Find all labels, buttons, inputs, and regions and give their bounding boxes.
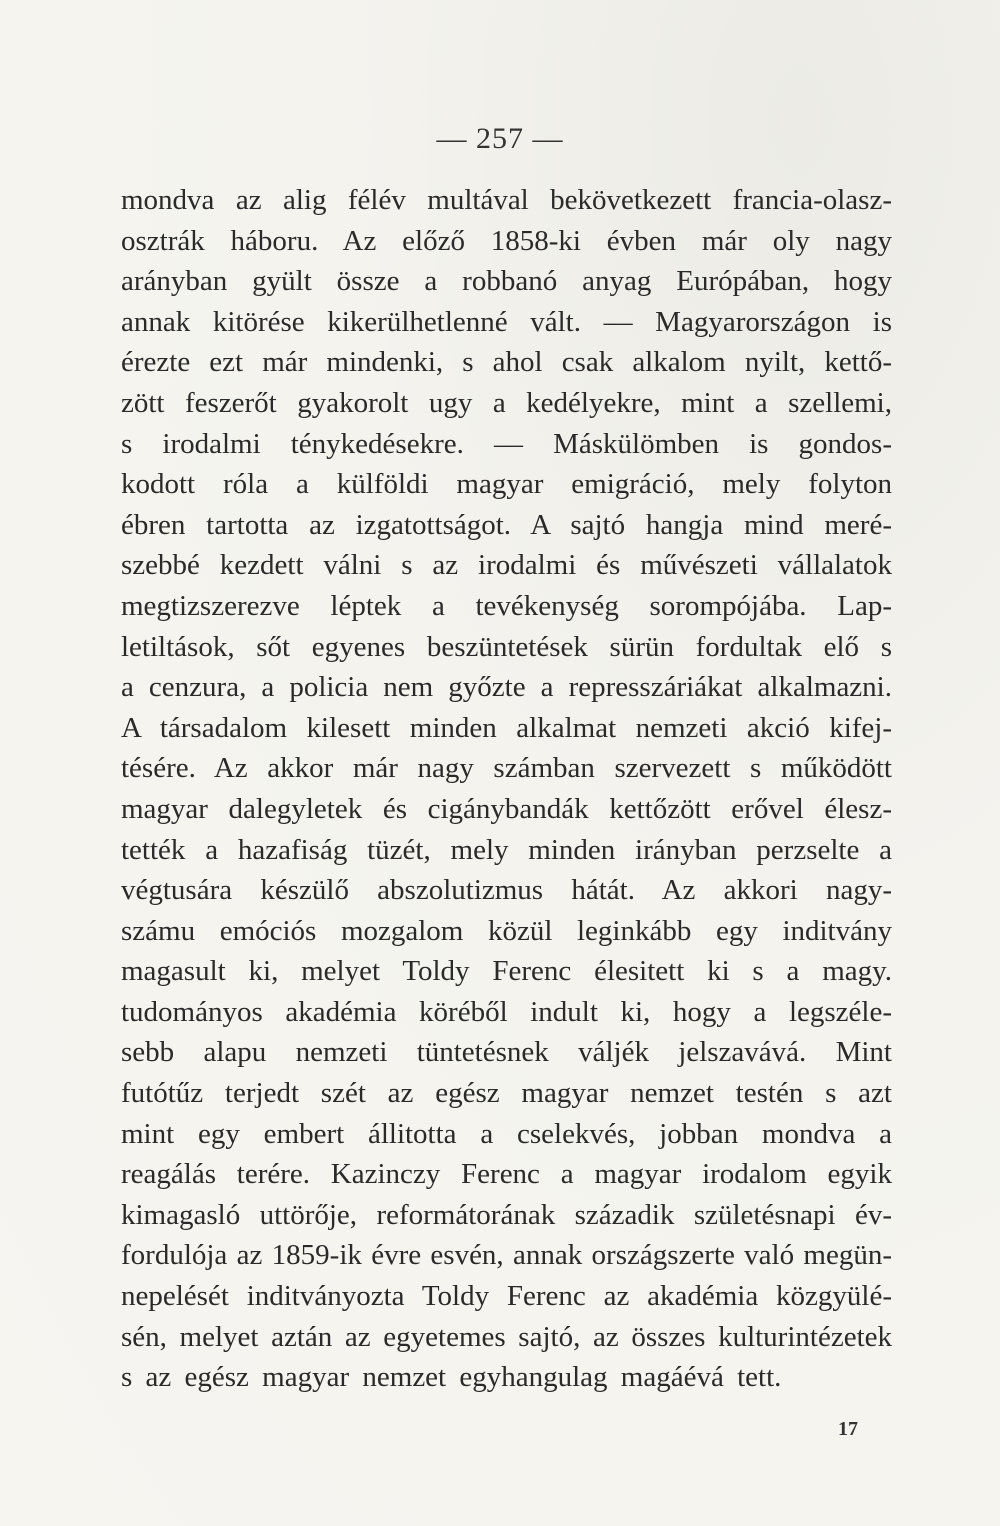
text-line: magyar dalegyletek és cigánybandák kettőzött erővel élesz- (121, 792, 892, 825)
text-line: tudományos akadémia köréből indult ki, hogy a legszéle- (121, 995, 892, 1028)
text-line: fordulója az 1859-ik évre esvén, annak országszerte való megün- (121, 1239, 892, 1272)
text-line: annak kitörése kikerülhetlenné vált. — Magyarországon is (121, 305, 892, 338)
text-line: nepelését inditványozta Toldy Ferenc az akadémia közgyülé- (121, 1280, 892, 1313)
text-line: s irodalmi ténykedésekre. — Máskülömben is gondos- (121, 427, 892, 460)
text-line: sén, melyet aztán az egyetemes sajtó, az összes kulturintézetek (121, 1320, 892, 1353)
text-line: végtusára készülő abszolutizmus hátát. Az akkori nagy- (121, 874, 892, 907)
text-line: magasult ki, melyet Toldy Ferenc élesitett ki s a magy. (121, 955, 892, 988)
text-line: mondva az alig félév multával bekövetkezett francia-olasz- (121, 184, 892, 216)
text-line: zött feszerőt gyakorolt ugy a kedélyekre, mint a szellemi, (121, 386, 892, 419)
text-line: kimagasló uttörője, reformátorának századik születésnapi év- (121, 1198, 892, 1231)
text-line: a cenzura, a policia nem győzte a represszáriákat alkalmazni. (121, 671, 892, 704)
text-line: tették a hazafiság tüzét, mely minden irányban perzselte a (121, 833, 892, 866)
text-line: számu emóciós mozgalom közül leginkább egy inditvány (121, 914, 892, 947)
text-line: letiltások, sőt egyenes beszüntetések sürün fordultak elő s (121, 630, 892, 663)
text-line: sebb alapu nemzeti tüntetésnek váljék jelszavává. Mint (121, 1036, 892, 1069)
text-line: arányban gyült össze a robbanó anyag Európában, hogy (121, 265, 892, 298)
text-line: kodott róla a külföldi magyar emigráció, mely folyton (121, 468, 892, 501)
page-number: — 257 — (436, 122, 564, 155)
text-line: megtizszerezve léptek a tevékenység sorompójába. Lap- (121, 589, 892, 622)
text-line: A társadalom kilesett minden alkalmat nemzeti akció kifej- (121, 711, 892, 744)
body-text (121, 180, 892, 1398)
text-line: reagálás terére. Kazinczy Ferenc a magyar irodalom egyik (121, 1158, 892, 1191)
text-line: futótűz terjedt szét az egész magyar nemzet testén s azt (121, 1077, 892, 1110)
text-line: s az egész magyar nemzet egyhangulag magáévá tett. (121, 1361, 782, 1394)
text-line: érezte ezt már mindenki, s ahol csak alkalom nyilt, kettő- (121, 346, 892, 379)
text-line: osztrák háboru. Az előző 1858-ki évben már oly nagy (121, 224, 892, 257)
text-line: szebbé kezdett válni s az irodalmi és művészeti vállalatok (121, 549, 892, 582)
text-line: ébren tartotta az izgatottságot. A sajtó hangja mind meré- (121, 508, 892, 541)
text-line: mint egy embert állitotta a cselekvés, jobban mondva a (121, 1117, 892, 1150)
text-line: tésére. Az akkor már nagy számban szervezett s működött (121, 752, 892, 785)
signature-mark: 17 (838, 1418, 858, 1440)
